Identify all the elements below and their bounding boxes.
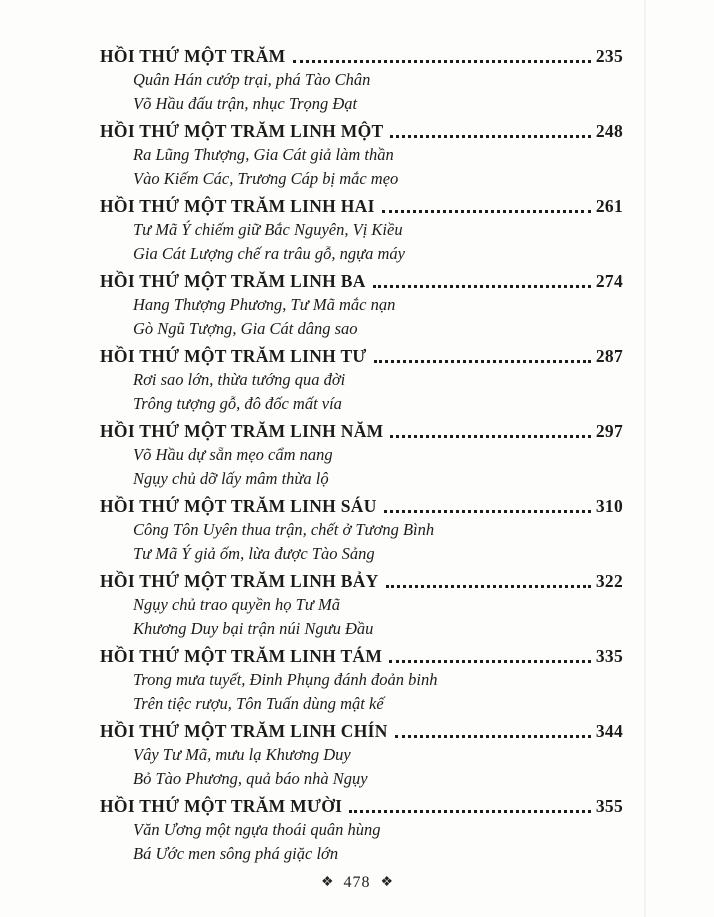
chapter-page-number: 235 [595,46,623,66]
toc-entry-heading [100,494,623,518]
chapter-title: HỒI THỨ MỘT TRĂM LINH HAI [100,196,375,216]
chapter-page-number: 261 [595,196,623,216]
chapter-page-number: 344 [595,721,623,741]
chapter-subtitle-line2: Khương Duy bại trận núi Ngưu Đầu [133,619,374,638]
chapter-title: HỒI THỨ MỘT TRĂM LINH MỘT [100,121,384,141]
chapter-title: HỒI THỨ MỘT TRĂM LINH SÁU [100,496,377,516]
toc-entry-heading [100,194,623,218]
dot-leader [293,60,591,63]
dot-leader [386,585,591,588]
toc-entry-heading [100,344,623,368]
chapter-subtitle-line2: Ngụy chủ dỡ lấy mâm thừa lộ [133,469,329,488]
chapter-subtitle-line1: Trong mưa tuyết, Đinh Phụng đánh đoản binh [133,670,438,689]
toc-entry-heading [100,44,623,68]
chapter-page-number: 322 [595,571,623,591]
chapter-subtitle-line2: Võ Hầu đấu trận, nhục Trọng Đạt [133,94,358,113]
chapter-subtitle-line1: Võ Hầu dự sẵn mẹo cẩm nang [133,445,333,464]
toc-entry-heading [100,719,623,743]
chapter-subtitle-line1: Công Tôn Uyên thua trận, chết ở Tương Bình [133,520,435,539]
chapter-subtitle-line1: Tư Mã Ý chiếm giữ Bắc Nguyên, Vị Kiều [133,220,403,239]
toc-entry [100,44,623,116]
chapter-title: HỒI THỨ MỘT TRĂM [100,46,286,66]
toc-entry-heading [100,644,623,668]
chapter-title: HỒI THỨ MỘT TRĂM LINH BẢY [100,571,379,591]
chapter-title: HỒI THỨ MỘT TRĂM LINH BA [100,271,366,291]
chapter-page-number: 355 [595,796,623,816]
chapter-subtitle-line2: Tư Mã Ý giả ốm, lừa được Tào Sảng [133,544,375,563]
toc-entry [100,419,623,491]
toc-entry [100,494,623,566]
chapter-subtitle-line1: Văn Ương một ngựa thoái quân hùng [133,820,381,839]
toc-entry [100,344,623,416]
toc-entry [100,644,623,716]
chapter-title: HỒI THỨ MỘT TRĂM LINH TƯ [100,346,367,366]
toc-entry [100,194,623,266]
chapter-subtitle-line2: Vào Kiếm Các, Trương Cáp bị mắc mẹo [133,169,399,188]
toc-entry [100,719,623,791]
chapter-page-number: 287 [595,346,623,366]
chapter-subtitle-line1: Ra Lũng Thượng, Gia Cát giả làm thần [133,145,394,164]
chapter-page-number: 274 [595,271,623,291]
chapter-subtitle-line1: Hang Thượng Phương, Tư Mã mắc nạn [133,295,396,314]
chapter-subtitle-line2: Bá Ước men sông phá giặc lớn [133,844,339,863]
page-footer [0,874,714,892]
dot-leader [382,210,591,213]
toc-entry [100,269,623,341]
chapter-page-number: 310 [595,496,623,516]
toc-entry [100,569,623,641]
dot-leader [349,810,591,813]
dot-leader [373,285,591,288]
toc-entry [100,119,623,191]
toc-entry-heading [100,419,623,443]
chapter-subtitle-line2: Bỏ Tào Phương, quả báo nhà Ngụy [133,769,368,788]
chapter-page-number: 297 [595,421,623,441]
toc-entry-heading [100,569,623,593]
chapter-subtitle-line2: Trên tiệc rượu, Tôn Tuấn dùng mật kế [133,694,384,713]
chapter-subtitle-line2: Gò Ngũ Tượng, Gia Cát dâng sao [133,319,358,338]
toc-entry [100,794,623,866]
chapter-subtitle-line1: Quân Hán cướp trại, phá Tào Chân [133,70,371,89]
toc-entry-heading [100,119,623,143]
dot-leader [389,660,591,663]
footer-ornament-right-icon: ❖ [380,875,394,890]
chapter-subtitle-line2: Gia Cát Lượng chế ra trâu gỗ, ngựa máy [133,244,406,263]
chapter-subtitle-line1: Rơi sao lớn, thừa tướng qua đời [133,370,346,389]
chapter-page-number: 335 [595,646,623,666]
footer-ornament-left-icon: ❖ [320,875,334,890]
chapter-subtitle-line1: Ngụy chủ trao quyền họ Tư Mã [133,595,340,614]
dot-leader [384,510,591,513]
dot-leader [390,435,590,438]
dot-leader [395,735,591,738]
table-of-contents [100,44,623,869]
chapter-title: HỒI THỨ MỘT TRĂM MƯỜI [100,796,343,816]
chapter-title: HỒI THỨ MỘT TRĂM LINH CHÍN [100,721,388,741]
dot-leader [374,360,591,363]
chapter-title: HỒI THỨ MỘT TRĂM LINH TÁM [100,646,383,666]
chapter-subtitle-line1: Vây Tư Mã, mưu lạ Khương Duy [133,745,351,764]
toc-entry-heading [100,794,623,818]
dot-leader [390,135,590,138]
chapter-page-number: 248 [595,121,623,141]
chapter-title: HỒI THỨ MỘT TRĂM LINH NĂM [100,421,384,441]
toc-entry-heading [100,269,623,293]
chapter-subtitle-line2: Trông tượng gỗ, đô đốc mất vía [133,394,342,413]
footer-page-number: 478 [343,874,371,891]
